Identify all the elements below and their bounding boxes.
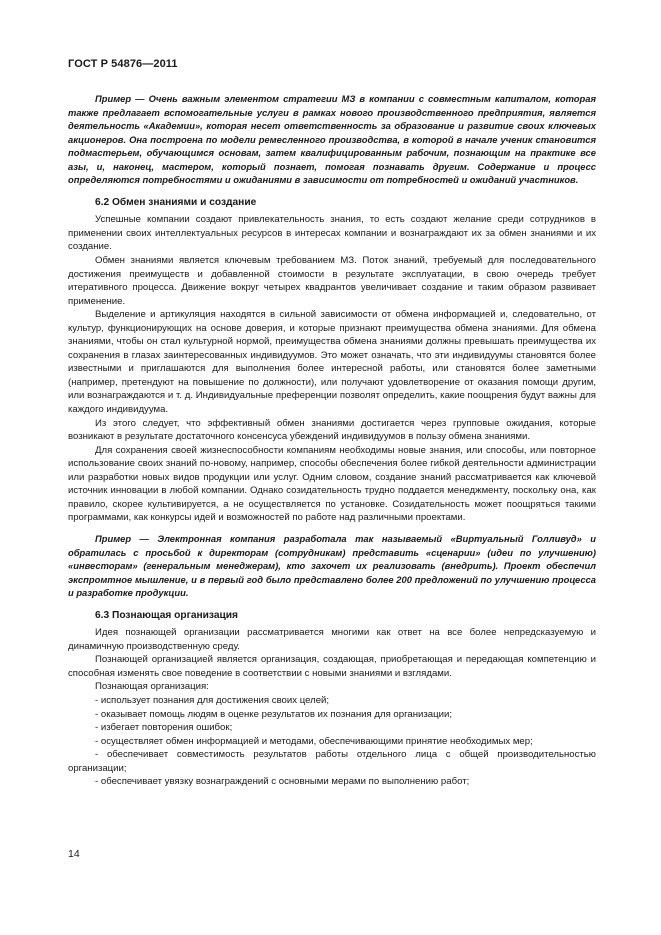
paragraph: Выделение и артикуляция находятся в сильной зависимости от обмена информацией и, следовательно, от культур, функционирующих на основе доверия, и которые признают преимущества обмена знаниями. Для обмена знаниями, чтобы он стал культурной нормой, преимущества обмена знаниями должны превышать преимущества их сохранения в глазах заинтересованных индивидуумов. Это может означать, что эти индивидуумы становятся более известными и приглашаются для выполнения более интересной работы, или становятся более заметными (например, претендуют на повышение по должности), или получают удовлетворение от оказания помощи другим, или вознаграждаются и т. д. Индивидуальные преференции позволят определить, какие поощрения будут важны для каждого индивидуума.	[68, 309, 596, 416]
section-heading-6-3: 6.3 Познающая организация	[95, 609, 238, 621]
paragraph: Познающей организацией является организация, создающая, приобретающая и передающая компетенцию и способная изменять свое поведение в соответствии с новыми знаниями и взглядами.	[68, 654, 596, 679]
list-item: - осуществляет обмен информацией и методами, обеспечивающими принятие необходимых мер;	[95, 735, 533, 747]
list-item: - оказывает помощь людям в оценке результатов их познания для организации;	[95, 708, 453, 720]
paragraph: Идея познающей организации рассматривается многими как ответ на все более непредсказуемую и динамичную производственную среду.	[68, 627, 596, 652]
list-item: - избегает повторения ошибок;	[95, 722, 233, 734]
section-heading-6-2: 6.2 Обмен знаниями и создание	[95, 196, 257, 208]
paragraph: Из этого следует, что эффективный обмен знаниями достигается через групповые ожидания, которые возникают в результате достаточного консенсуса убеждений индивидуумов в пользу обмена знаниями.	[68, 417, 596, 443]
example-paragraph-2: Пример — Электронная компания разработала так называемый «Виртуальный Голливуд» и обратилась с просьбой к директорам (сотрудникам) представить «сценарии» (идеи по улучшению) «инвесторам» (генеральным менеджерам), кто захочет их реализовать (внедрить). Проект обеспечил экспромтное мышление, и в первый год было представлено более 200 предложений по улучшению процесса и разработке продукции.	[68, 532, 596, 599]
page-number: 14	[68, 848, 80, 860]
list-item: - обеспечивает совместимость результатов работы отдельного лица с общей производительностью организации;	[68, 749, 596, 774]
example-paragraph-1: Пример — Очень важным элементом стратегии МЗ в компании с совместным капиталом, которая также предлагает вспомогательные услуги в рамках нового производственного предприятия, является деятельность «Академии», которая несет ответственность за образование и развитие своих ключевых акционеров. Она построена по модели ремесленного производства, в которой в начале ученик становится подмастерьем, обучающимся основам, затем квалифицированным рабочим, познающим на практике все азы, и, наконец, мастером, который познает, помогая познавать другим. Содержание и процесс определяются потребностями и ожиданиями в зависимости от потребностей и ожиданий участников.	[68, 93, 596, 186]
paragraph: Обмен знаниями является ключевым требованием МЗ. Поток знаний, требуемый для последовательного достижения преимуществ и добавленной стоимости в результате эксплуатации, в свою очередь требует итеративного процесса. Движение вокруг четырех квадрантов увеличивает создание и таким образом развивает применение.	[68, 255, 596, 307]
document-body	[68, 92, 596, 789]
list-item: - использует познания для достижения своих целей;	[95, 694, 330, 706]
paragraph: Успешные компании создают привлекательность знания, то есть создают желание среди сотрудников в применении своих интеллектуальных ресурсов в интересах компании и вознаграждают их за обмен знаниями и их создание.	[68, 214, 596, 253]
paragraph: Для сохранения своей жизнеспособности компаниям необходимы новые знания, или способы, или повторное использование своих знаний по-новому, например, способы обеспечения более гибкой деятельности администрации или разработки новых видов продукции или услуг. Одним словом, создание знаний рассматривается как ключевой источник инновации в любой компании. Однако созидательность трудно поддается менеджменту, поскольку она, как правило, скорее культивируется, а не осуществляется по установке. Созидательность может поощряться такими программами, как конкурсы идей и возможностей по работе над различными проектами.	[68, 444, 596, 524]
list-item: - обеспечивает увязку вознаграждений с основными мерами по выполнению работ;	[95, 776, 470, 788]
paragraph: Познающая организация:	[95, 681, 209, 693]
document-header: ГОСТ Р 54876—2011	[68, 58, 178, 70]
